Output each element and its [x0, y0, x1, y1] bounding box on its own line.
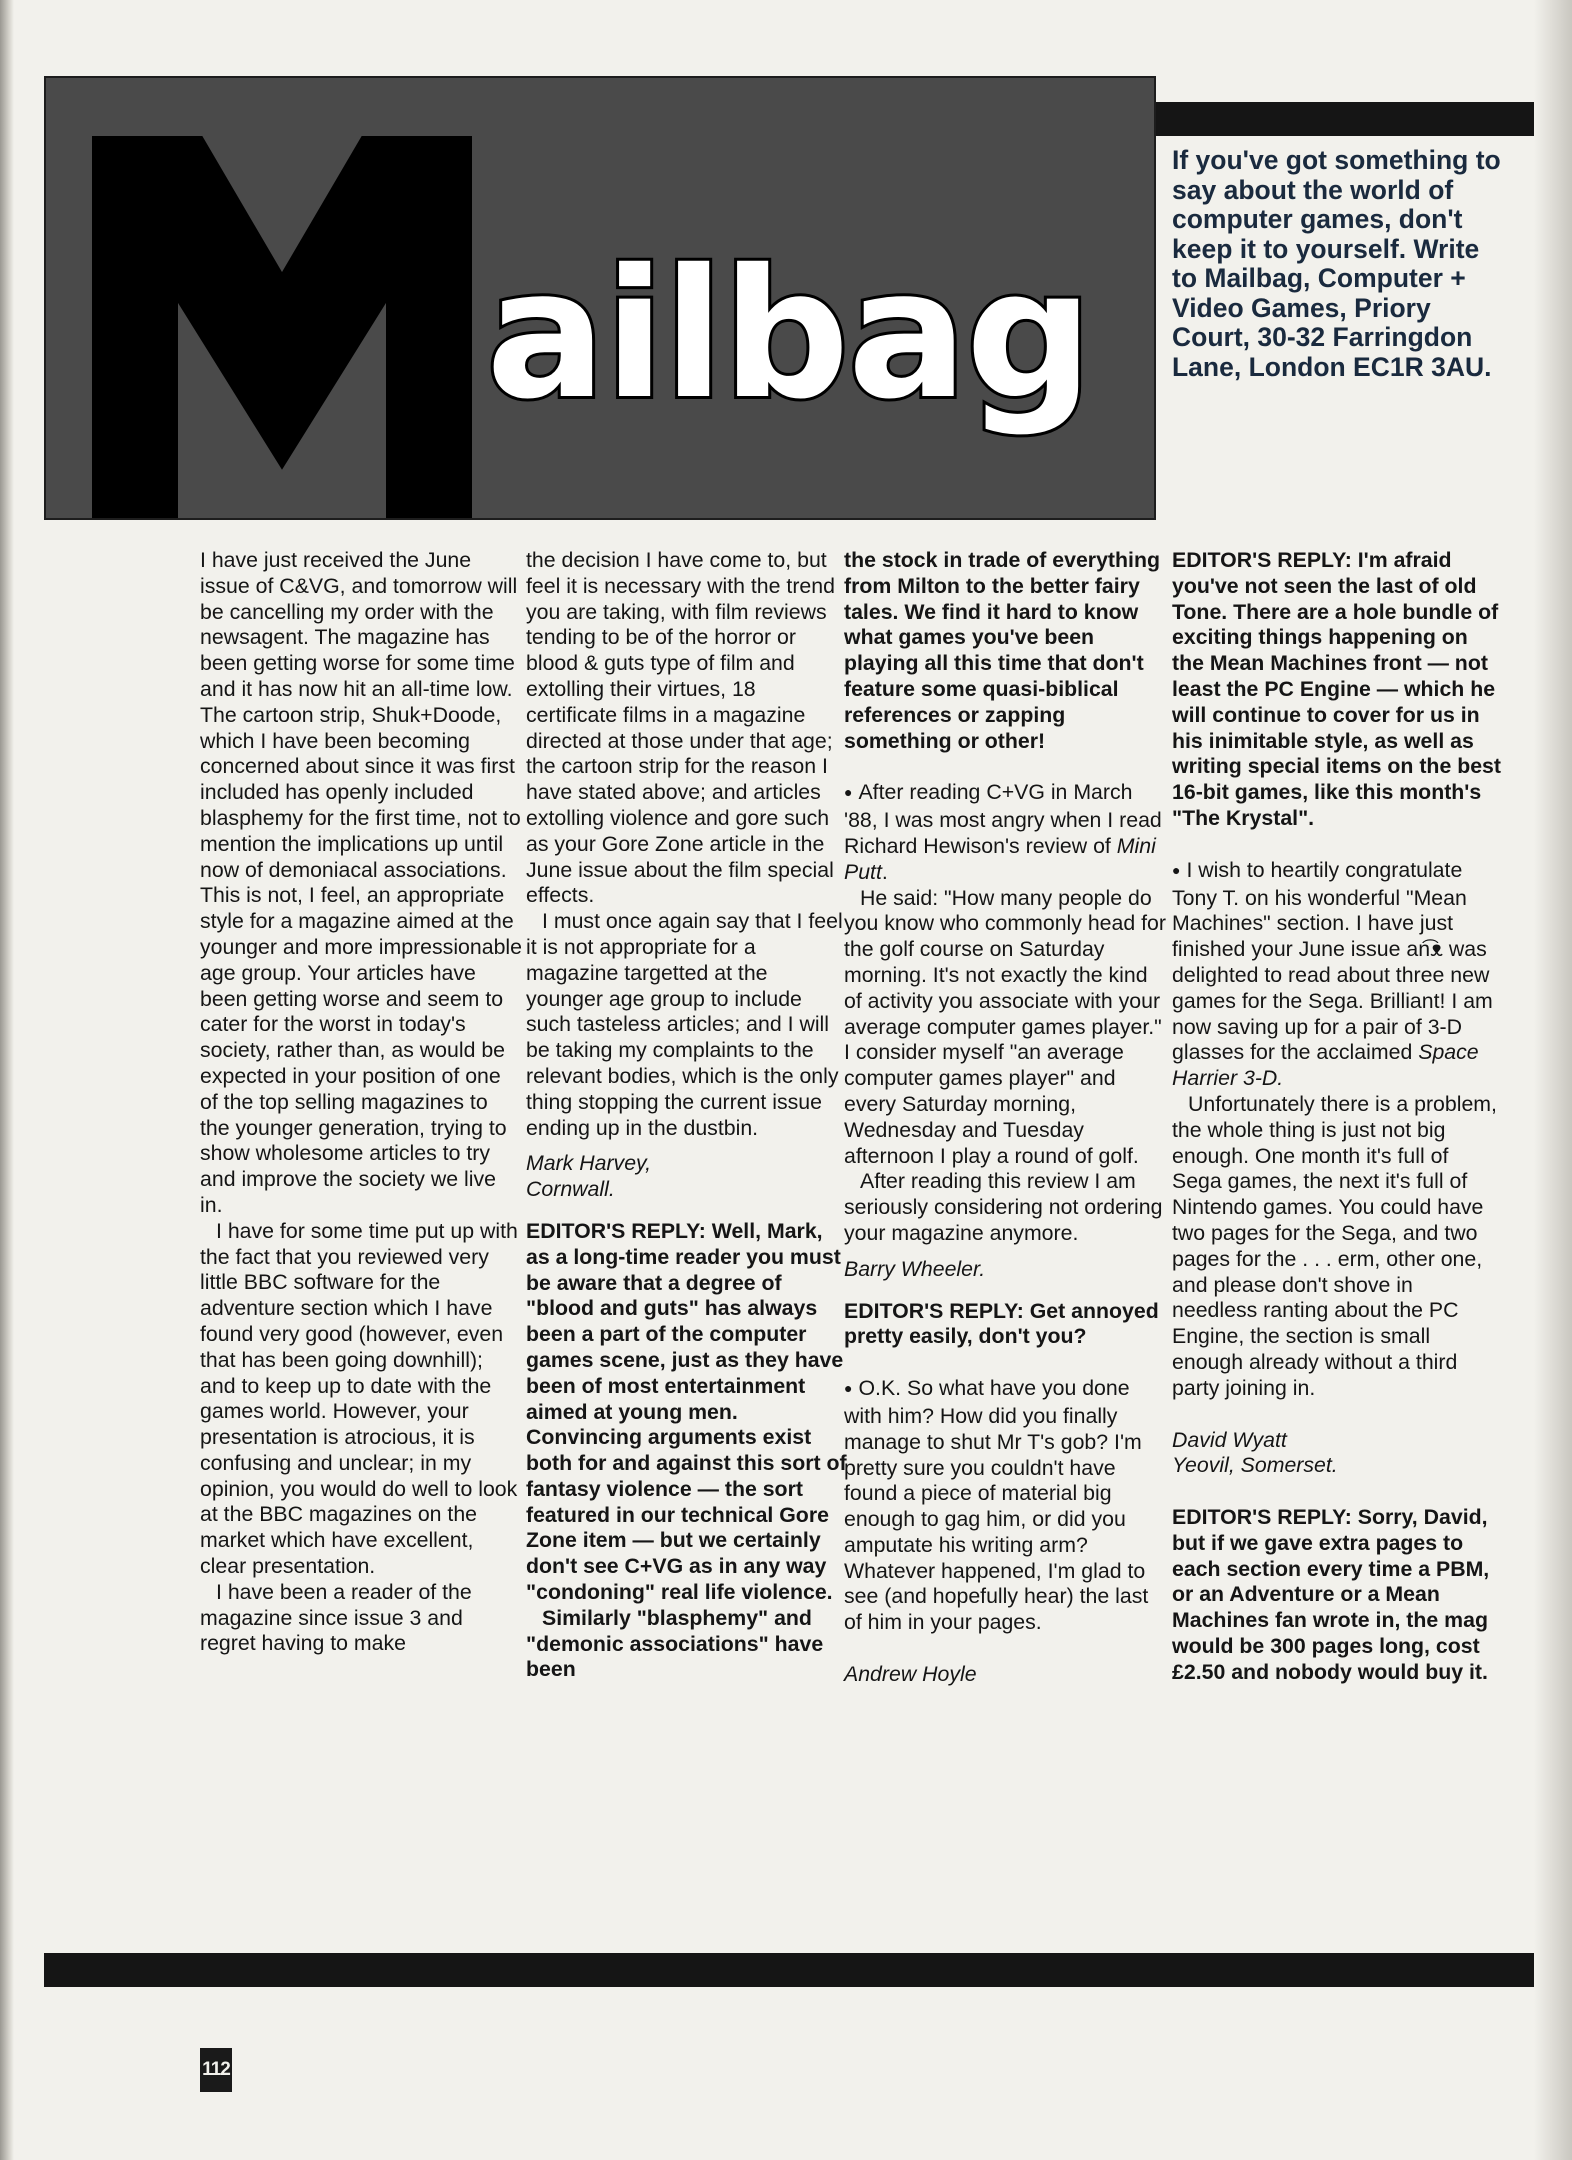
- letter-2-paragraph: He said: "How many people do you know who commonly head for the golf course on Saturday morning. It's not exactly the kind of activity you associate with your average computer games player." I consider myself "an average computer games player" and every Saturday morning, Wednesday and Tuesday afternoon I play a round of golf.: [844, 885, 1166, 1168]
- column-4: [1172, 548, 1502, 1686]
- letter-2-signature: Barry Wheeler.: [844, 1256, 986, 1281]
- top-rule: [1156, 102, 1534, 136]
- letter-2-paragraph: After reading this review I am seriously considering not ordering your magazine anymore.: [844, 1169, 1163, 1245]
- letter-4-signature: David Wyatt: [1172, 1427, 1287, 1452]
- letter-2-text: After reading C+VG in March '88, I was most angry when I read Richard Hewison's review of: [844, 780, 1162, 858]
- letter-1-paragraph: I have for some time put up with the fact that you reviewed very little BBC software for the adventure section which I have found very good (however, even that has been going downhill); and to keep up to date with the games world. However, your presentation is atrocious, it is confusing and unclear; in my opinion, you would do well to look at the BBC magazines on the market which have excellent, clear presentation.: [200, 1218, 518, 1579]
- column-2: [526, 548, 848, 1683]
- mailbag-masthead: [44, 76, 1156, 520]
- mailbag-intro: If you've got something to say about the world of computer games, don't keep it to yourself. Write to Mailbag, Computer + Video Games, Priory Court, 30-32 Farringdon Lane, London EC1R 3AU.: [1172, 145, 1501, 382]
- editor-reply-2: EDITOR'S REPLY: Get annoyed pretty easily, don't you?: [844, 1298, 1159, 1349]
- editor-reply-1: EDITOR'S REPLY: Well, Mark, as a long-time reader you must be aware that a degree of "blood and guts" has always been a part of the computer games scene, just as they have been of most entertainment aimed at young men. Convincing arguments exist both for and against this sort of fantasy violence — the sort featured in our technical Gore Zone item — but we certainly don't see C+VG as in any way "condoning" real life violence.: [526, 1218, 847, 1605]
- masthead-m-letter: [92, 136, 472, 520]
- letter-2-paragraph: [844, 780, 1166, 885]
- letter-4-text: I wish to heartily congratulate Tony T. on his wonderful "Mean Machines" section. I have just finished your June issue an͡ᴥ was delighted to read about three new games for the Sega. Brilliant! I am now saving up for a pair of 3-D glasses for the acclaimed: [1172, 857, 1493, 1065]
- bottom-rule: [44, 1953, 1534, 1987]
- page-number: 112: [200, 2048, 232, 2092]
- letter-2-punctuation: .: [881, 859, 888, 884]
- game-title-space-harrier: Space Harrier 3-D.: [1172, 1040, 1479, 1091]
- letter-4-paragraph: Unfortunately there is a problem, the whole thing is just not big enough. One month it's full of Sega games, the next it's full of Nintendo games. You could have two pages for the Sega, and two pages for the . . . erm, other one, and please don't shove in needless ranting about the PC Engine, the section is small enough already without a third party joining in.: [1172, 1091, 1497, 1400]
- letter-1-signature: Mark Harvey,: [526, 1151, 652, 1176]
- letter-1-paragraph: I have been a reader of the magazine since issue 3 and regret having to make: [200, 1579, 472, 1656]
- letter-1-paragraph: the decision I have come to, but feel it is necessary with the trend you are taking, with film reviews tending to be of the horror or blood & guts type of film and extolling their virtues, 18 certificate films in a magazine directed at those under that age; the cartoon strip for the reason I have stated above; and articles extolling violence and gore such as your Gore Zone article in the June issue about the film special effects.: [526, 548, 835, 908]
- letter-4-location: Yeovil, Somerset.: [1172, 1453, 1338, 1478]
- letter-1-paragraph: I have just received the June issue of C&VG, and tomorrow will be cancelling my order with the newsagent. The magazine has been getting worse for some time and it has now hit an all-time low. The cartoon strip, Shuk+Doode, which I have been becoming concerned about since it was first included has openly included blasphemy for the first time, not to mention the implications up until now of demoniacal associations. This is not, I feel, an appropriate style for a magazine aimed at the younger and more impressionable age group. Your articles have been getting worse and seem to cater for the worst in today's society, rather than, as would be expected in your position of one of the top selling magazines to the younger generation, trying to show wholesome articles to try and improve the society we live in.: [200, 548, 523, 1217]
- letter-3-signature: Andrew Hoyle: [844, 1662, 977, 1687]
- letter-3-paragraph: [844, 1376, 1166, 1636]
- masthead-word: ailbag: [486, 231, 1092, 438]
- letter-1-paragraph: I must once again say that I feel it is not appropriate for a magazine targetted at the younger age group to include such tasteless articles; and I will be taking my complaints to the relevant bodies, which is the only thing stopping the current issue ending up in the dustbin.: [526, 909, 843, 1140]
- game-title-mini-putt: Mini Putt: [844, 833, 1156, 884]
- editor-reply-4: EDITOR'S REPLY: Sorry, David, but if we gave extra pages to each section every time a PBM, or an Adventure or a Mean Machines fan wrote in, the mag would be 300 pages long, cost £2.50 and nobody would buy it.: [1172, 1505, 1490, 1684]
- letter-1-location: Cornwall.: [526, 1177, 615, 1202]
- letter-3-text: O.K. So what have you done with him? How did you finally manage to shut Mr T's gob? I'm pretty sure you couldn't have found a piece of material big enough to gag him, or did you amputate his writing arm? Whatever happened, I'm glad to see (and hopefully hear) the last of him in your pages.: [844, 1376, 1149, 1635]
- letter-4-paragraph: [1172, 858, 1502, 1092]
- column-1: [200, 548, 522, 1657]
- editor-reply-1-continued: Similarly "blasphemy" and "demonic associations" have been: [526, 1605, 824, 1682]
- page-right-edge: [1534, 0, 1572, 2160]
- editor-reply-3: EDITOR'S REPLY: I'm afraid you've not seen the last of old Tone. There are a hole bundle of exciting things happening on the Mean Machines front — not least the PC Engine — which he will continue to cover for us in his inimitable style, as well as writing special items on the best 16-bit games, like this month's "The Krystal".: [1172, 548, 1501, 830]
- column-3: [844, 548, 1166, 1688]
- editor-reply-1-end: the stock in trade of everything from Milton to the better fairy tales. We find it hard to know what games you've been playing all this time that don't feature some quasi-biblical references or zapping something or other!: [844, 548, 1160, 753]
- page-left-edge: [0, 0, 14, 2160]
